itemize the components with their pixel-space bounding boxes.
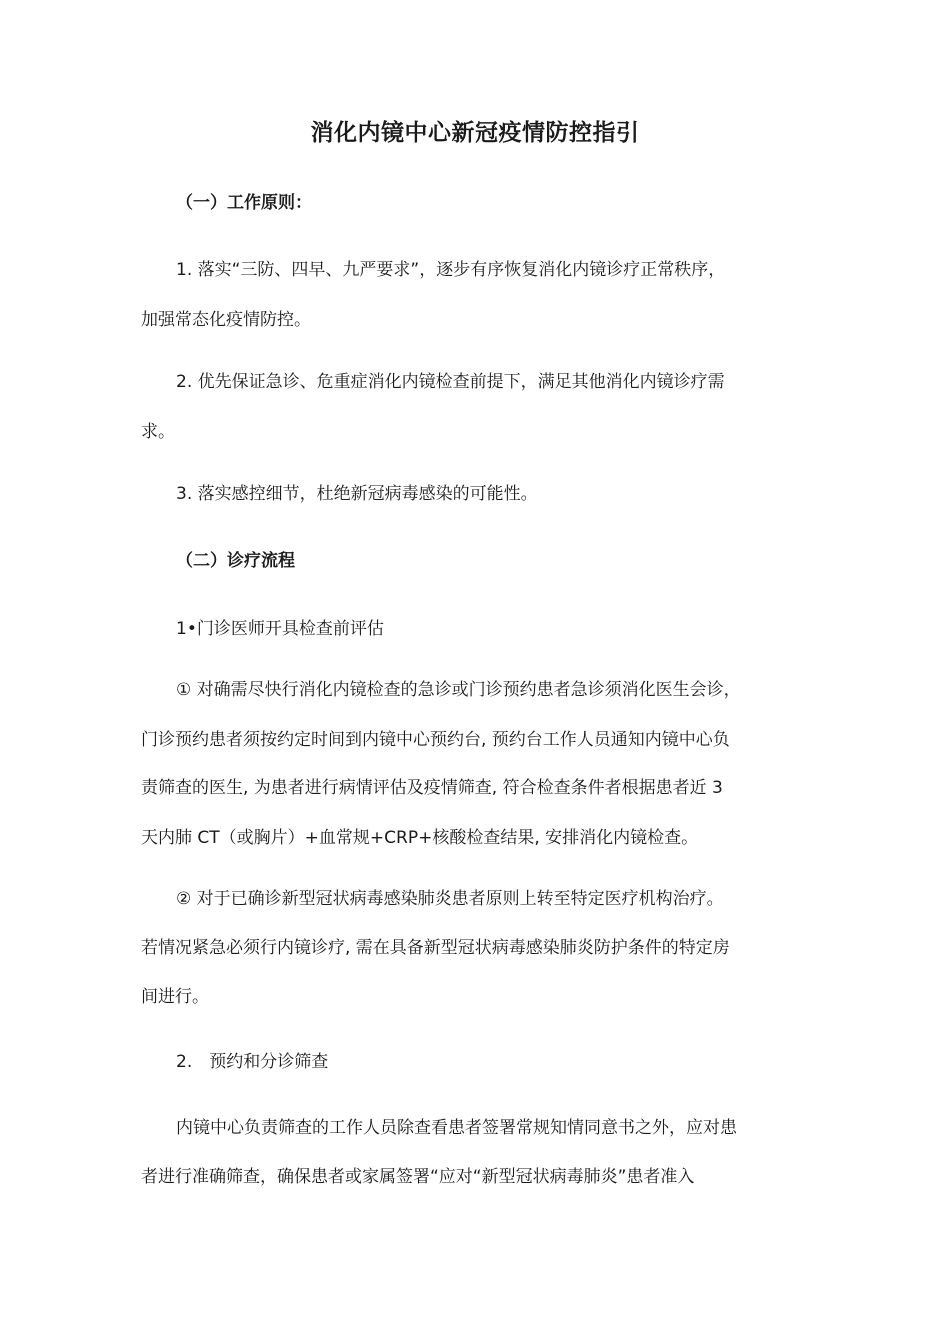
- principle-2-line-1: 2. 优先保证急诊、危重症消化内镜检查前提下，满足其他消化内镜诊疗需: [176, 372, 725, 392]
- step-2-heading: 2. 预约和分诊筛查: [176, 1052, 329, 1072]
- clause-1-line-3: 责筛查的医生, 为患者进行病情评估及疫情筛查, 符合检查条件者根据患者近 3: [141, 778, 723, 798]
- section-heading-process: （二）诊疗流程: [176, 551, 295, 571]
- principle-1-line-1: 1. 落实“三防、四早、九严要求”，逐步有序恢复消化内镜诊疗正常秩序，: [176, 260, 726, 280]
- principle-3-line-1: 3. 落实感控细节，杜绝新冠病毒感染的可能性。: [176, 484, 538, 504]
- clause-1-line-2: 门诊预约患者须按约定时间到内镜中心预约台, 预约台工作人员通知内镜中心负: [141, 730, 730, 750]
- clause-1-line-4: 天内肺 CT（或胸片）+血常规+CRP+核酸检查结果, 安排消化内镜检查。: [141, 828, 699, 848]
- clause-1-line-1: ① 对确需尽快行消化内镜检查的急诊或门诊预约患者急诊须消化医生会诊，: [176, 680, 741, 700]
- step-1-heading: 1•门诊医师开具检查前评估: [176, 619, 384, 639]
- paragraph-4-line-1: 内镜中心负责筛查的工作人员除查看患者签署常规知情同意书之外，应对患: [176, 1118, 737, 1138]
- clause-2-line-1: ② 对于已确诊新型冠状病毒感染肺炎患者原则上转至特定医疗机构治疗。: [176, 889, 724, 909]
- principle-1-line-2: 加强常态化疫情防控。: [141, 310, 311, 330]
- document-title: 消化内镜中心新冠疫情防控指引: [310, 120, 640, 146]
- clause-2-line-2: 若情况紧急必须行内镜诊疗, 需在具备新型冠状病毒感染肺炎防护条件的特定房: [141, 938, 730, 958]
- section-heading-work-principles: （一）工作原则：: [176, 193, 312, 213]
- principle-2-line-2: 求。: [141, 422, 175, 442]
- paragraph-4-line-2: 者进行准确筛查，确保患者或家属签署“应对“新型冠状病毒肺炎”患者准入: [141, 1167, 695, 1187]
- clause-2-line-3: 间进行。: [141, 987, 209, 1007]
